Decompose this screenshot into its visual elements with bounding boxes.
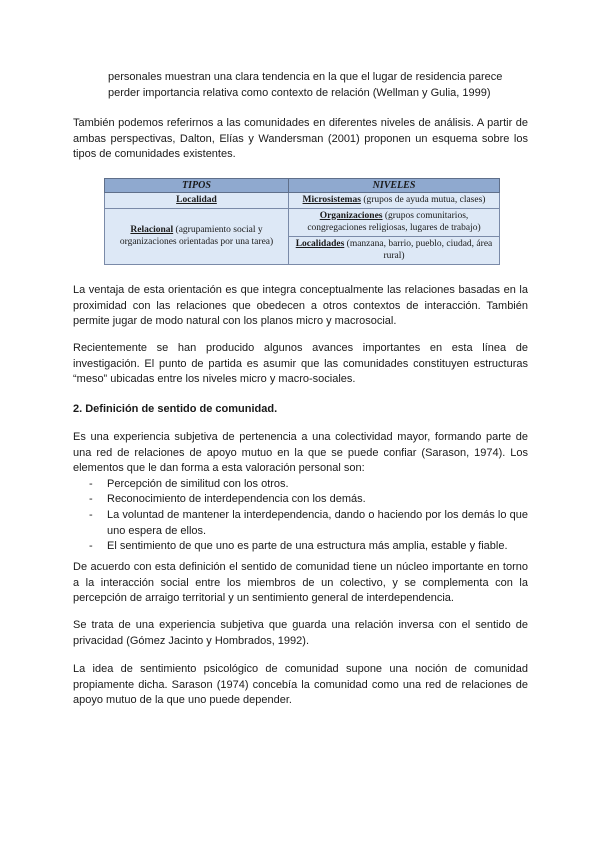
relacional-label: Relacional — [130, 224, 174, 235]
cell-relacional — [105, 208, 289, 264]
list-item: - Reconocimiento de interdependencia con los demás. — [89, 493, 366, 506]
paragraph-experiencia: Es una experiencia subjetiva de pertenencia a una colectividad mayor, formando parte de una red de relaciones de apoyo mutuo en la que se puede confiar (Sarason, 1974). Los elementos que le dan forma a esta valoración personal son: — [73, 431, 528, 475]
list-item: - El sentimiento de que uno es parte de una estructura más amplia, estable y fiable. — [89, 540, 508, 553]
quote-line-1: personales muestran una clara tendencia en la que el lugar de residencia parece — [108, 71, 503, 83]
localidad-label: Localidad — [176, 195, 217, 205]
cell-microsistemas — [289, 193, 500, 209]
microsistemas-label: Microsistemas — [302, 195, 361, 205]
elements-list — [73, 477, 528, 555]
cell-localidad — [105, 193, 289, 209]
section-heading: 2. Definición de sentido de comunidad. — [73, 403, 278, 415]
cell-organizaciones — [289, 208, 500, 236]
quote-line-2: perder importancia relativa como contexto de relación (Wellman y Gulia, 1999) — [108, 86, 491, 99]
microsistemas-desc: (grupos de ayuda mutua, clases) — [360, 195, 486, 205]
organizaciones-desc: (grupos comunitarios, congregaciones religiosas, lugares de trabajo) — [307, 210, 481, 233]
paragraph-idea: La idea de sentimiento psicológico de comunidad supone una noción de comunidad propiamente dicha. Sarason (1974) concebía la comunidad como una red de relaciones de apoyo mutuo de la que uno puede depender. — [73, 663, 528, 707]
relacional-desc: (agrupamiento social y organizaciones orientadas por una tarea) — [119, 224, 274, 247]
paragraph-levels: También podemos referirnos a las comunidades en diferentes niveles de análisis. A partir de ambas perspectivas, Dalton, Elías y Wandersman (2001) proponen un esquema sobre los tipos de comunidades existentes. — [73, 117, 528, 161]
community-types-table — [104, 178, 500, 265]
table-header-tipos: TIPOS — [105, 179, 289, 193]
paragraph-ventaja: La ventaja de esta orientación es que integra conceptualmente las relaciones basadas en la proximidad con las relaciones que obedecen a otros contextos de interacción. También permite jugar de modo natural con los planos micro y macrosocial. — [73, 284, 528, 328]
localidades-desc: (manzana, barrio, pueblo, ciudad, área rural) — [344, 238, 493, 261]
paragraph-recientemente: Recientemente se han producido algunos avances importantes en esta línea de investigación. El punto de partida es asumir que las comunidades constituyen estructuras “meso” ubicadas entre los niveles micro y macro-sociales. — [73, 342, 528, 386]
paragraph-privacidad: Se trata de una experiencia subjetiva que guarda una relación inversa con el sentido de privacidad (Gómez Jacinto y Hombrados, 1992). — [73, 619, 528, 647]
paragraph-acuerdo: De acuerdo con esta definición el sentido de comunidad tiene un núcleo importante en torno a la interacción social entre los miembros de un colectivo, y se complementa con la percepción de arraigo territorial y un sentimiento general de interdependencia. — [73, 561, 528, 605]
table-header-niveles: NIVELES — [289, 179, 500, 193]
list-item: - Percepción de similitud con los otros. — [89, 477, 289, 490]
cell-localidades — [289, 236, 500, 264]
quote-continuation — [108, 70, 528, 101]
localidades-label: Localidades — [295, 238, 345, 249]
list-item: - La voluntad de mantener la interdependencia, dando o haciendo por los demás lo que uno espera de ellos. — [89, 508, 528, 537]
organizaciones-label: Organizaciones — [319, 210, 383, 221]
